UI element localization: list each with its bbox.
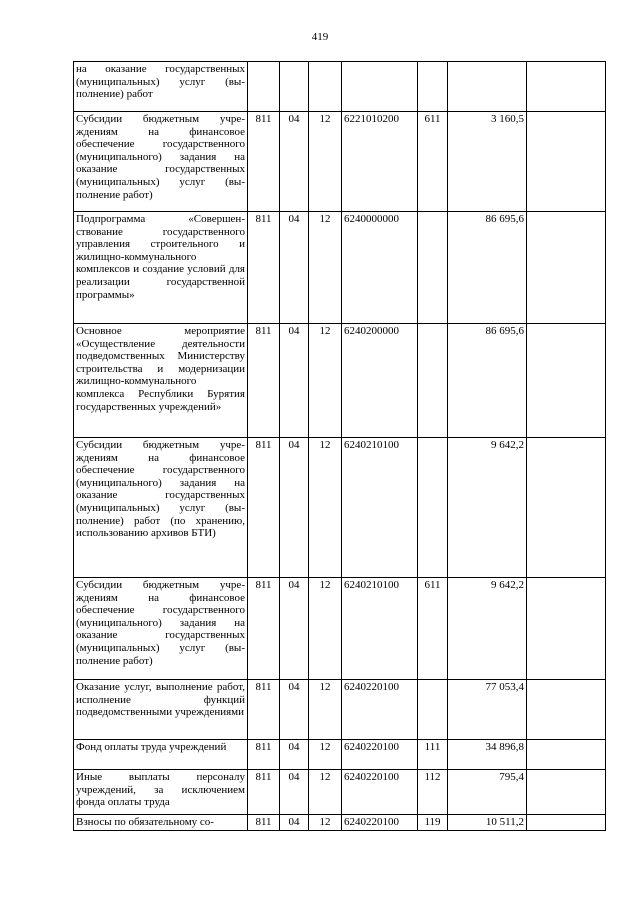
section-code-cell: 04 — [280, 212, 309, 324]
target-item-code-cell: 6240210100 — [342, 438, 418, 578]
ved-code-cell: 811 — [248, 770, 280, 815]
table-row — [74, 770, 606, 815]
table-row — [74, 438, 606, 578]
row-name-cell: Основное мероприятие «Осуществление деятельности подведомственных Министерству строительства и модернизации жилищно-коммунального комплекса Республики Бурятия государственных учреждений» — [74, 324, 248, 438]
table-row — [74, 62, 606, 112]
target-item-code-cell: 6240000000 — [342, 212, 418, 324]
extra-cell — [527, 815, 606, 831]
section-code-cell: 04 — [280, 438, 309, 578]
row-name-cell: Фонд оплаты труда учреждений — [74, 740, 248, 770]
subsection-code-cell: 12 — [309, 212, 342, 324]
ved-code-cell: 811 — [248, 740, 280, 770]
subsection-code-cell: 12 — [309, 770, 342, 815]
target-item-code-cell: 6240220100 — [342, 770, 418, 815]
subsection-code-cell: 12 — [309, 324, 342, 438]
ved-code-cell: 811 — [248, 680, 280, 740]
row-name-cell: на оказание государственных (муниципальных) услуг (выполнение) работ — [74, 62, 248, 112]
budget-table — [73, 61, 606, 831]
extra-cell — [527, 578, 606, 680]
expense-type-code-cell — [418, 212, 448, 324]
section-code-cell: 04 — [280, 815, 309, 831]
amount-cell: 86 695,6 — [448, 212, 527, 324]
table-row — [74, 324, 606, 438]
ved-code-cell: 811 — [248, 324, 280, 438]
target-item-code-cell: 6221010200 — [342, 112, 418, 212]
subsection-code-cell: 12 — [309, 578, 342, 680]
section-code-cell — [280, 62, 309, 112]
amount-cell: 3 160,5 — [448, 112, 527, 212]
expense-type-code-cell — [418, 438, 448, 578]
target-item-code-cell: 6240220100 — [342, 740, 418, 770]
expense-type-code-cell: 112 — [418, 770, 448, 815]
table-row — [74, 212, 606, 324]
row-name-cell: Подпрограмма «Совершенствование государственного управления строительного и жилищно-коммунального комплексов и создание условий для реализации государственной программы» — [74, 212, 248, 324]
section-code-cell: 04 — [280, 578, 309, 680]
ved-code-cell — [248, 62, 280, 112]
table-row — [74, 740, 606, 770]
expense-type-code-cell: 611 — [418, 112, 448, 212]
subsection-code-cell: 12 — [309, 680, 342, 740]
extra-cell — [527, 770, 606, 815]
amount-cell: 10 511,2 — [448, 815, 527, 831]
target-item-code-cell: 6240210100 — [342, 578, 418, 680]
table-row — [74, 112, 606, 212]
expense-type-code-cell: 111 — [418, 740, 448, 770]
table-row — [74, 815, 606, 831]
subsection-code-cell — [309, 62, 342, 112]
row-name-cell: Субсидии бюджетным учреждениям на финансовое обеспечение государственного (муниципального) задания на оказание государственных (муниципальных) услуг (выполнение работ) — [74, 578, 248, 680]
ved-code-cell: 811 — [248, 112, 280, 212]
amount-cell: 86 695,6 — [448, 324, 527, 438]
row-name-cell: Иные выплаты персоналу учреждений, за исключением фонда оплаты труда — [74, 770, 248, 815]
row-name-cell: Субсидии бюджетным учреждениям на финансовое обеспечение государственного (муниципального) задания на оказание государственных (муниципальных) услуг (выполнение) работ (по хранению, использованию архивов БТИ) — [74, 438, 248, 578]
ved-code-cell: 811 — [248, 815, 280, 831]
expense-type-code-cell — [418, 680, 448, 740]
subsection-code-cell: 12 — [309, 438, 342, 578]
target-item-code-cell — [342, 62, 418, 112]
section-code-cell: 04 — [280, 740, 309, 770]
section-code-cell: 04 — [280, 324, 309, 438]
ved-code-cell: 811 — [248, 212, 280, 324]
extra-cell — [527, 680, 606, 740]
extra-cell — [527, 740, 606, 770]
subsection-code-cell: 12 — [309, 740, 342, 770]
expense-type-code-cell — [418, 62, 448, 112]
ved-code-cell: 811 — [248, 438, 280, 578]
section-code-cell: 04 — [280, 680, 309, 740]
page-number: 419 — [311, 31, 329, 43]
target-item-code-cell: 6240220100 — [342, 680, 418, 740]
amount-cell: 77 053,4 — [448, 680, 527, 740]
expense-type-code-cell: 119 — [418, 815, 448, 831]
amount-cell: 9 642,2 — [448, 578, 527, 680]
amount-cell: 795,4 — [448, 770, 527, 815]
subsection-code-cell: 12 — [309, 815, 342, 831]
subsection-code-cell: 12 — [309, 112, 342, 212]
amount-cell — [448, 62, 527, 112]
row-name-cell: Взносы по обязательному со- — [74, 815, 248, 831]
section-code-cell: 04 — [280, 770, 309, 815]
table-row — [74, 578, 606, 680]
extra-cell — [527, 62, 606, 112]
target-item-code-cell: 6240200000 — [342, 324, 418, 438]
ved-code-cell: 811 — [248, 578, 280, 680]
section-code-cell: 04 — [280, 112, 309, 212]
extra-cell — [527, 212, 606, 324]
extra-cell — [527, 438, 606, 578]
expense-type-code-cell: 611 — [418, 578, 448, 680]
table-row — [74, 680, 606, 740]
amount-cell: 9 642,2 — [448, 438, 527, 578]
expense-type-code-cell — [418, 324, 448, 438]
row-name-cell: Оказание услуг, выполнение работ, исполнение функций подведомственными учреждениями — [74, 680, 248, 740]
extra-cell — [527, 324, 606, 438]
extra-cell — [527, 112, 606, 212]
target-item-code-cell: 6240220100 — [342, 815, 418, 831]
row-name-cell: Субсидии бюджетным учреждениям на финансовое обеспечение государственного (муниципального) задания на оказание государственных (муниципальных) услуг (выполнение работ) — [74, 112, 248, 212]
amount-cell: 34 896,8 — [448, 740, 527, 770]
